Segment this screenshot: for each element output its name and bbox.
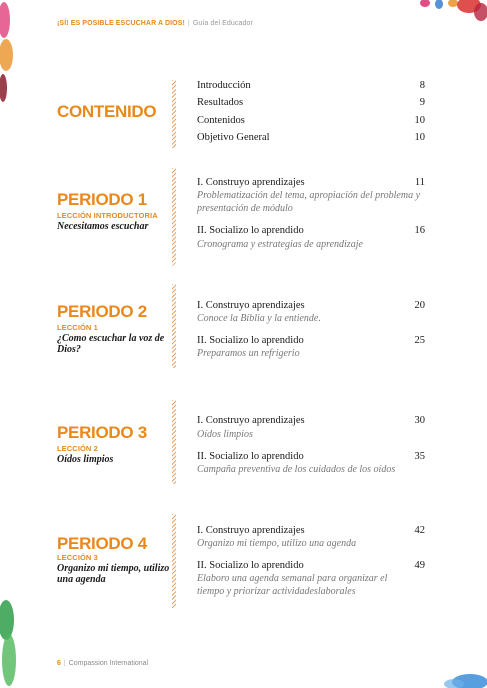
contents-item[interactable]: [197, 131, 425, 144]
period-title: PERIODO 2: [57, 302, 147, 321]
period-entry[interactable]: [197, 450, 425, 463]
contents-item-label: Introducción: [197, 80, 251, 91]
contents-item-page: 10: [414, 115, 425, 126]
period-entry-page: 11: [414, 177, 425, 188]
contents-item-page: 8: [419, 80, 425, 91]
contents-title: CONTENIDO: [57, 102, 157, 121]
contents-item[interactable]: [197, 96, 425, 109]
watercolor-top-right: [405, 0, 487, 22]
contents-item-label: Objetivo General: [197, 132, 270, 143]
watercolor-bottom-right: [430, 668, 487, 688]
watercolor-bottom-left: [0, 600, 18, 688]
period-divider: [172, 514, 176, 608]
period-entry[interactable]: [197, 414, 425, 427]
period-entry-label: II. Socializo lo aprendido: [197, 560, 304, 571]
period-entry-page: 49: [414, 560, 425, 571]
period-title: PERIODO 1: [57, 190, 147, 209]
period-entry-desc: Preparamos un refrigerio: [197, 348, 300, 359]
period-entry[interactable]: [197, 559, 425, 572]
period-entry-label: I. Construyo aprendizajes: [197, 177, 305, 188]
period-entry-page: 20: [414, 300, 425, 311]
period-entry-label: I. Construyo aprendizajes: [197, 525, 305, 536]
period-entry[interactable]: [197, 524, 425, 537]
period-entry[interactable]: [197, 224, 425, 237]
header-title: ¡SÍ! ES POSIBLE ESCUCHAR A DIOS!: [57, 20, 185, 27]
contents-item[interactable]: [197, 114, 425, 127]
header-subtitle: Guía del Educador: [192, 20, 253, 27]
period-title: PERIODO 4: [57, 534, 147, 553]
contents-item-label: Contenidos: [197, 115, 245, 126]
period-entry-desc: Oídos limpios: [197, 429, 253, 440]
period-entry-label: II. Socializo lo aprendido: [197, 225, 304, 236]
period-entry[interactable]: [197, 299, 425, 312]
period-divider: [172, 168, 176, 266]
period-entry-desc: Elaboro una agenda semanal para organizar el tiempo y priorizar actividadeslaborales: [197, 573, 388, 597]
contents-item-page: 10: [414, 132, 425, 143]
period-entry[interactable]: [197, 176, 425, 189]
period-divider: [172, 400, 176, 484]
header-separator: |: [187, 20, 190, 27]
period-entry-label: I. Construyo aprendizajes: [197, 415, 305, 426]
period-entry-desc: Conoce la Biblia y la entiende.: [197, 313, 321, 324]
period-entry-desc: Problematización del tema, apropiación del problema y presentación de módulo: [197, 190, 421, 214]
period-entry-desc: Cronograma y estrategias de aprendizaje: [197, 239, 363, 250]
period-lesson-name: Oídos limpios: [57, 454, 114, 465]
period-entry-page: 42: [414, 525, 425, 536]
period-entry-page: 35: [414, 451, 425, 462]
footer-page-number: 6: [57, 660, 61, 667]
period-lesson: LECCIÓN 1: [57, 323, 98, 332]
contents-item-label: Resultados: [197, 97, 244, 108]
period-lesson-name: Necesitamos escuchar: [57, 221, 149, 232]
contents-divider: [172, 80, 176, 148]
period-entry-page: 16: [414, 225, 425, 236]
watercolor-top-left: [0, 0, 16, 110]
running-header: [57, 20, 253, 27]
period-lesson: LECCIÓN 3: [57, 553, 98, 562]
period-entry-label: II. Socializo lo aprendido: [197, 335, 304, 346]
period-lesson-name: ¿Como escuchar la voz de Dios?: [57, 333, 165, 355]
period-entry-label: I. Construyo aprendizajes: [197, 300, 305, 311]
period-entry-page: 30: [414, 415, 425, 426]
period-entry[interactable]: [197, 334, 425, 347]
period-title: PERIODO 3: [57, 423, 147, 442]
page-footer: [57, 660, 148, 667]
period-divider: [172, 284, 176, 368]
contents-item[interactable]: [197, 79, 425, 92]
period-entry-label: II. Socializo lo aprendido: [197, 451, 304, 462]
footer-separator: |: [63, 660, 66, 667]
contents-item-page: 9: [419, 97, 425, 108]
footer-publisher: Compassion International: [68, 660, 149, 667]
period-lesson-name: Organizo mi tiempo, utilizo una agenda: [57, 563, 170, 585]
period-lesson: LECCIÓN INTRODUCTORIA: [57, 211, 158, 220]
period-entry-page: 25: [414, 335, 425, 346]
period-lesson: LECCIÓN 2: [57, 444, 98, 453]
period-entry-desc: Organizo mi tiempo, utilizo una agenda: [197, 538, 357, 549]
period-entry-desc: Campaña preventiva de los cuidados de los oídos: [197, 464, 396, 475]
